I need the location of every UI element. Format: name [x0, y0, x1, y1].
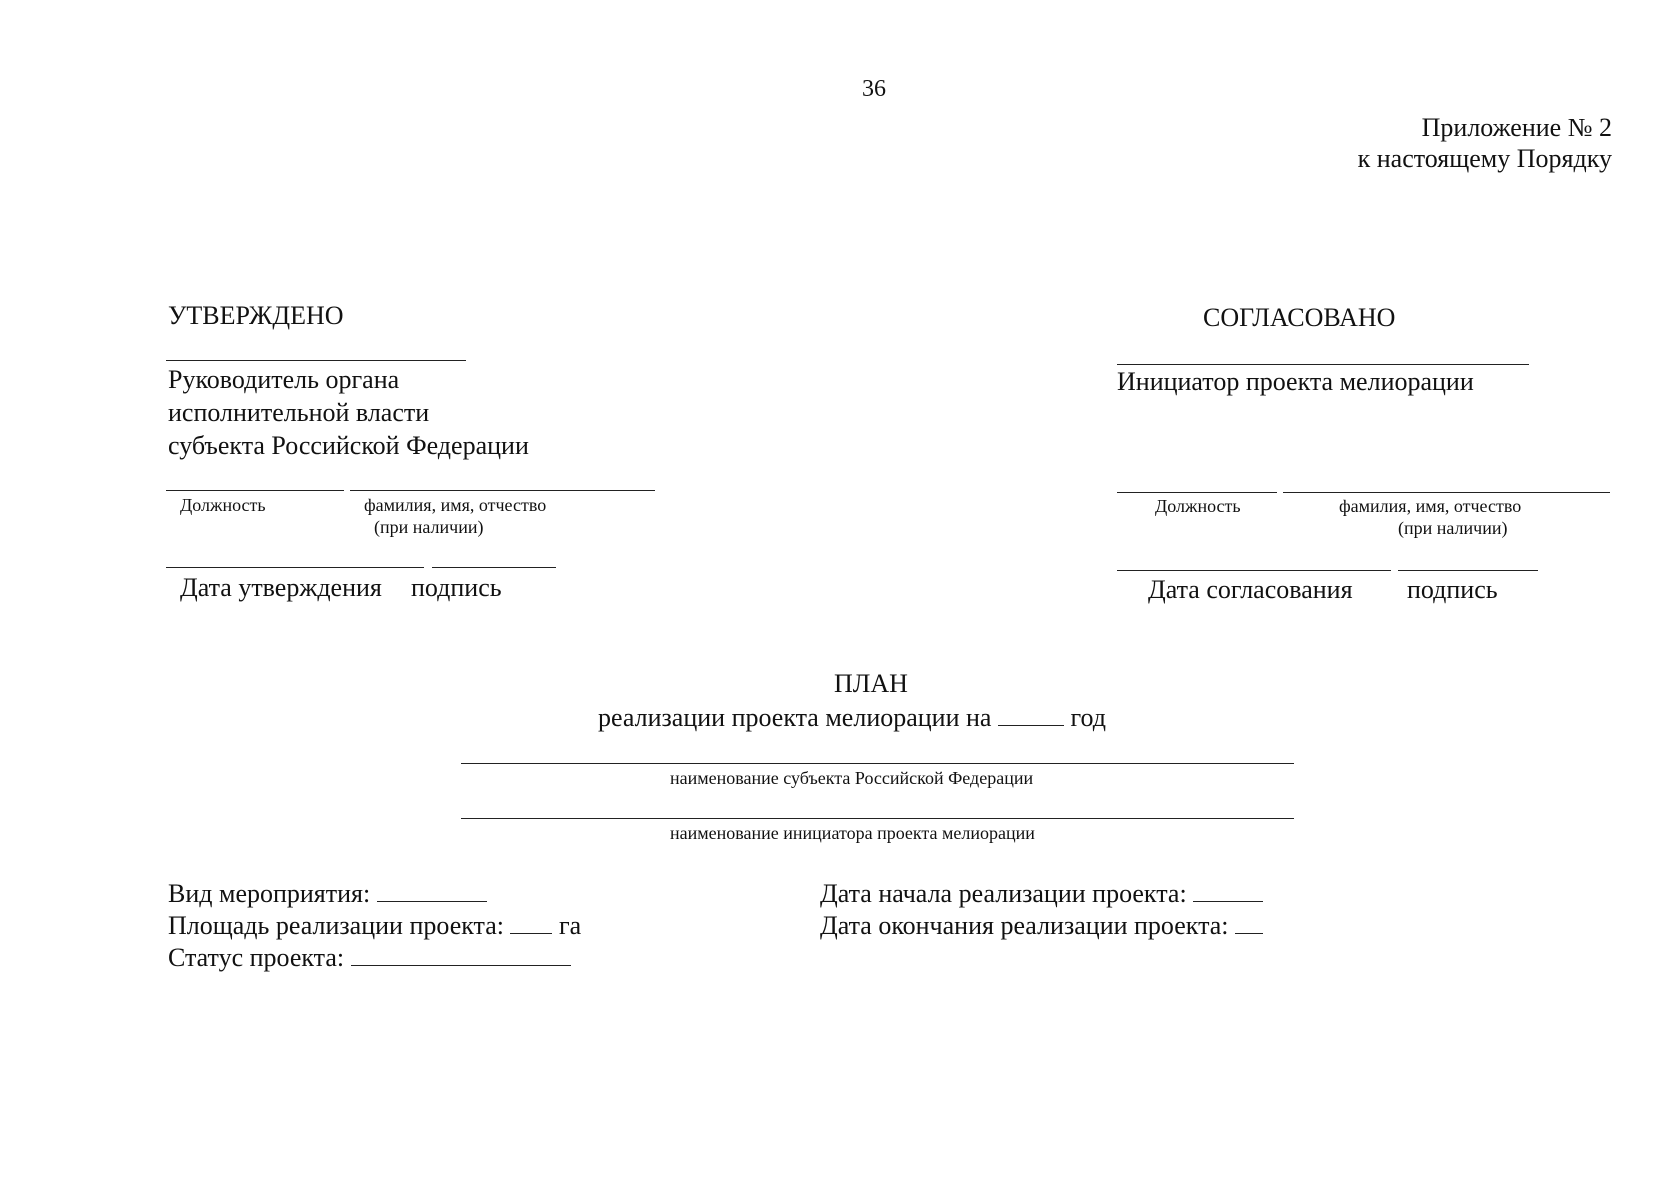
agreed-name-caption: фамилия, имя, отчество	[1339, 496, 1522, 516]
approved-role-line-2: исполнительной власти	[168, 398, 430, 427]
status-label: Статус проекта:	[168, 943, 345, 972]
approved-role-line-1: Руководитель органа	[168, 365, 400, 394]
agreed-role-line: Инициатор проекта мелиорации	[1117, 367, 1474, 396]
approved-date-caption: Дата утверждения	[180, 573, 382, 602]
plan-subtitle-year-word: год	[1070, 703, 1106, 732]
appendix-reference: к настоящему Порядку	[1357, 144, 1612, 173]
agreed-position-caption: Должность	[1155, 496, 1241, 516]
plan-year-blank	[998, 703, 1064, 726]
page-number: 36	[862, 76, 886, 102]
plan-title: ПЛАН	[834, 669, 908, 698]
agreed-sign-line	[1398, 570, 1538, 571]
start-date-field	[820, 878, 1263, 910]
agreed-signature-caption: подпись	[1407, 575, 1498, 604]
start-date-blank	[1193, 879, 1263, 902]
approved-signature-caption: подпись	[411, 573, 502, 602]
activity-type-label: Вид мероприятия:	[168, 879, 371, 908]
status-blank	[351, 943, 571, 966]
approved-position-caption: Должность	[180, 495, 266, 515]
agreed-name-line	[1283, 492, 1610, 493]
region-name-line	[461, 763, 1294, 764]
plan-subtitle	[598, 702, 1106, 734]
approved-signature-line	[166, 360, 466, 361]
area-label: Площадь реализации проекта:	[168, 911, 504, 940]
activity-type-field	[168, 878, 487, 910]
agreed-heading: СОГЛАСОВАНО	[1203, 303, 1396, 332]
agreed-date-caption: Дата согласования	[1148, 575, 1353, 604]
agreed-name-caption-note: (при наличии)	[1398, 518, 1508, 538]
approved-name-caption-note: (при наличии)	[374, 517, 484, 537]
activity-type-blank	[377, 879, 487, 902]
approved-date-line	[166, 567, 424, 568]
end-date-blank	[1235, 911, 1263, 934]
area-field	[168, 910, 581, 942]
agreed-date-line	[1117, 570, 1391, 571]
appendix-title: Приложение № 2	[1421, 113, 1612, 142]
initiator-name-line	[461, 818, 1294, 819]
approved-sign-line	[432, 567, 556, 568]
plan-subtitle-text: реализации проекта мелиорации на	[598, 703, 992, 732]
region-name-caption: наименование субъекта Российской Федерации	[670, 768, 1034, 788]
start-date-label: Дата начала реализации проекта:	[820, 879, 1187, 908]
agreed-position-line	[1117, 492, 1277, 493]
approved-role-line-3: субъекта Российской Федерации	[168, 431, 529, 460]
initiator-name-caption: наименование инициатора проекта мелиорации	[670, 823, 1035, 843]
approved-name-caption: фамилия, имя, отчество	[364, 495, 547, 515]
approved-position-line	[166, 490, 344, 491]
status-field	[168, 942, 571, 974]
area-blank	[510, 911, 552, 934]
approved-heading: УТВЕРЖДЕНО	[168, 301, 344, 330]
approved-name-line	[350, 490, 655, 491]
end-date-field	[820, 910, 1263, 942]
agreed-signature-line	[1117, 364, 1529, 365]
end-date-label: Дата окончания реализации проекта:	[820, 911, 1229, 940]
area-unit: га	[558, 911, 582, 940]
